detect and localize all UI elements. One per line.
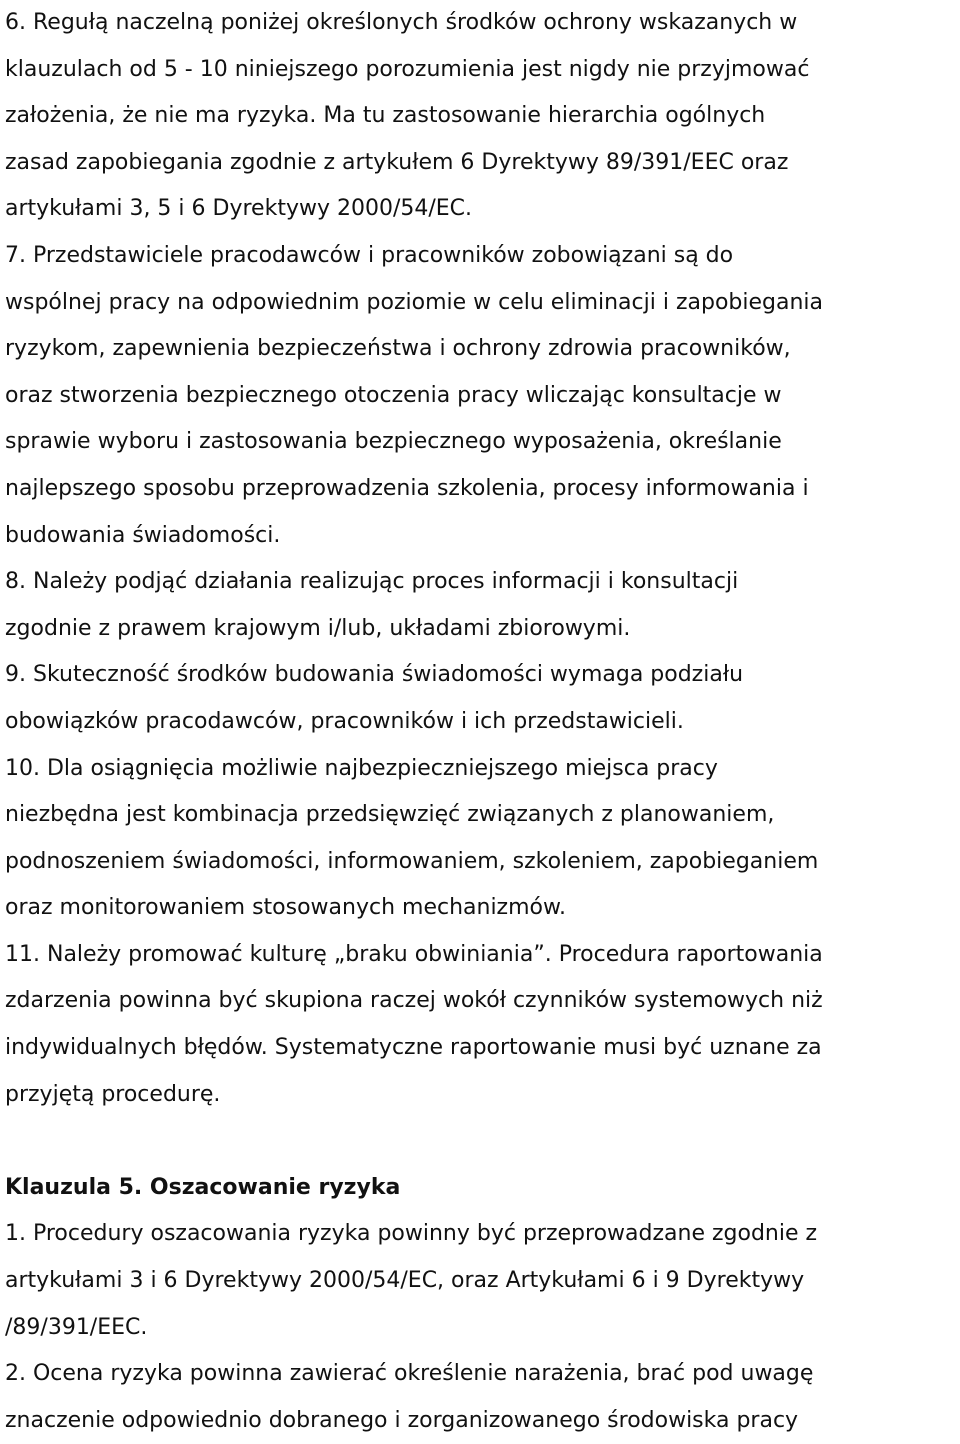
paragraph-11: [5, 932, 960, 1118]
text-line: 7. Przedstawiciele pracodawców i pracowników zobowiązani są do: [5, 242, 734, 268]
text-line: 1. Procedury oszacowania ryzyka powinny być przeprowadzane zgodnie z: [5, 1221, 818, 1247]
text-line: 9. Skuteczność środków budowania świadomości wymaga podziału: [5, 662, 744, 688]
text-line: najlepszego sposobu przeprowadzenia szkolenia, procesy informowania i: [5, 475, 809, 501]
blank-line: [5, 1118, 960, 1165]
clause-5-paragraph-1: [5, 1211, 960, 1351]
text-line: obowiązków pracodawców, pracowników i ich przedstawicieli.: [5, 708, 684, 734]
text-line: klauzulach od 5 - 10 niniejszego porozumienia jest nigdy nie przyjmować: [5, 56, 810, 82]
text-line: wspólnej pracy na odpowiednim poziomie w celu eliminacji i zapobiegania: [5, 289, 824, 315]
text-line: zgodnie z prawem krajowym i/lub, układami zbiorowymi.: [5, 615, 631, 641]
text-line: sprawie wyboru i zastosowania bezpiecznego wyposażenia, określanie: [5, 429, 782, 455]
text-line: budowania świadomości.: [5, 522, 281, 548]
text-line: indywidualnych błędów. Systematyczne raportowanie musi być uznane za: [5, 1035, 822, 1061]
text-line: 10. Dla osiągnięcia możliwie najbezpieczniejszego miejsca pracy: [5, 755, 718, 781]
text-line: zasad zapobiegania zgodnie z artykułem 6 Dyrektywy 89/391/EEC oraz: [5, 149, 789, 175]
text-line: zdarzenia powinna być skupiona raczej wokół czynników systemowych niż: [5, 988, 823, 1014]
paragraph-10: [5, 746, 960, 932]
text-line: niezbędna jest kombinacja przedsięwzięć związanych z planowaniem,: [5, 802, 775, 828]
text-line: podnoszeniem świadomości, informowaniem, szkoleniem, zapobieganiem: [5, 848, 819, 874]
text-line: /89/391/EEC.: [5, 1314, 148, 1340]
section-clause-5: [5, 1165, 960, 1444]
paragraph-6: [5, 0, 960, 233]
text-line: założenia, że nie ma ryzyka. Ma tu zastosowanie hierarchia ogólnych: [5, 103, 766, 129]
text-line: oraz monitorowaniem stosowanych mechanizmów.: [5, 895, 566, 921]
text-line: znaczenie odpowiednio dobranego i zorganizowanego środowiska pracy: [5, 1407, 799, 1433]
document-page: [5, 0, 960, 1444]
paragraph-9: [5, 652, 960, 745]
paragraph-8: [5, 559, 960, 652]
clause-5-paragraph-2: [5, 1351, 960, 1444]
text-line: 2. Ocena ryzyka powinna zawierać określenie narażenia, brać pod uwagę: [5, 1361, 814, 1387]
text-line: artykułami 3, 5 i 6 Dyrektywy 2000/54/EC.: [5, 196, 473, 222]
section-heading: Klauzula 5. Oszacowanie ryzyka: [5, 1174, 401, 1200]
text-line: 8. Należy podjąć działania realizując proces informacji i konsultacji: [5, 569, 739, 595]
text-line: 6. Regułą naczelną poniżej określonych środków ochrony wskazanych w: [5, 10, 798, 35]
text-line: 11. Należy promować kulturę „braku obwiniania”. Procedura raportowania: [5, 941, 823, 967]
text-line: przyjętą procedurę.: [5, 1081, 221, 1107]
paragraph-7: [5, 233, 960, 559]
text-line: oraz stworzenia bezpiecznego otoczenia pracy wliczając konsultacje w: [5, 382, 782, 408]
text-line: ryzykom, zapewnienia bezpieczeństwa i ochrony zdrowia pracowników,: [5, 336, 791, 362]
text-line: artykułami 3 i 6 Dyrektywy 2000/54/EC, oraz Artykułami 6 i 9 Dyrektywy: [5, 1268, 805, 1294]
